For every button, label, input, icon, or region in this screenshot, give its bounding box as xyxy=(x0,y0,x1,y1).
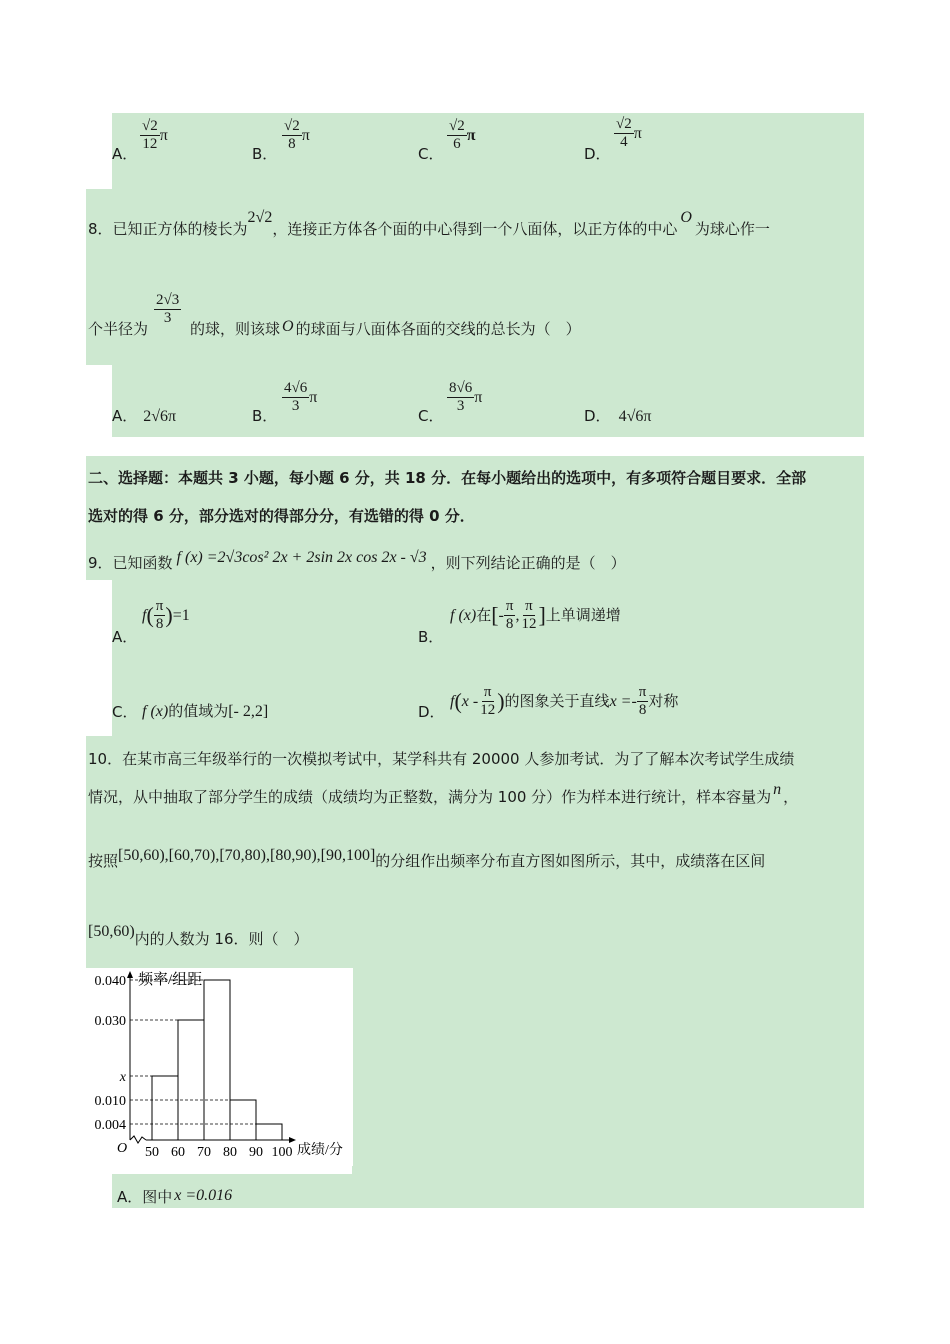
q7-option-d-value: $\frac{√2}{4}$ π xyxy=(616,116,642,150)
q7-option-d[interactable]: D． xyxy=(584,145,611,163)
x-tick-label: 70 xyxy=(197,1145,211,1160)
q8-option-b[interactable]: B． xyxy=(252,407,278,425)
q8-option-c-value: $\frac{8√6}{3}$ π xyxy=(449,380,483,414)
q9-option-d[interactable]: D． xyxy=(418,703,445,721)
q9-option-c-value: f (x)的值域为[- 2,2] xyxy=(142,702,269,720)
q10-line4: [50,60)内的人数为 16．则（ ） xyxy=(88,923,309,948)
q7-option-a[interactable]: A． xyxy=(112,145,138,163)
y-tick-label: 0.040 xyxy=(94,974,126,989)
q8-option-a[interactable]: A． 2√6π xyxy=(112,407,177,425)
q8-option-d[interactable]: D． 4√6π xyxy=(584,407,652,425)
highlight-bg xyxy=(352,966,864,1176)
q9-option-b-value: f (x)在[- $\frac{\pi}{8}$ , $\frac{\pi}{12}$ ]上单调递增 xyxy=(450,598,621,632)
y-axis-label: 频率/组距 xyxy=(138,972,203,988)
q7-option-a-value: $\frac{√2}{12}$ π xyxy=(142,118,168,152)
x-tick-label: 90 xyxy=(249,1145,263,1160)
q9-option-b[interactable]: B． xyxy=(418,628,444,646)
q7-option-b-value: $\frac{√2}{8}$ π xyxy=(284,118,310,152)
q9-stem: 9．已知函数 f (x) =2√3cos² 2x + 2sin 2x cos 2x - √3 ，则下列结论正确的是（ ） xyxy=(88,549,626,572)
y-tick-label: 0.030 xyxy=(94,1014,126,1029)
origin-label: O xyxy=(117,1141,128,1156)
q9-option-c[interactable]: C． xyxy=(112,703,138,721)
q8-line2: 个半径为 xyxy=(88,320,149,338)
q9-option-a-value: f( $\frac{\pi}{8}$ )=1 xyxy=(142,598,190,632)
q10-line2: 情况，从中抽取了部分学生的成绩（成绩均为正整数，满分为 100 分）作为样本进行统计，样本容量为 n ， xyxy=(88,781,799,806)
q8-radius: $\frac{2√3}{3}$ xyxy=(156,292,180,326)
q10-line3: 按照[50,60),[60,70),[70,80),[80,90),[90,100]的分组作出频率分布直方图如图所示，其中，成绩落在区间 xyxy=(88,847,766,870)
q8-option-b-value: $\frac{4√6}{3}$ π xyxy=(284,380,318,414)
x-tick-label: 80 xyxy=(223,1145,237,1160)
section-2-heading: 二、选择题：本题共 3 小题，每小题 6 分，共 18 分．在每小题给出的选项中，有多项符合题目要求．全部 xyxy=(88,469,807,487)
y-tick-label: 0.010 xyxy=(94,1094,126,1109)
highlight-bg xyxy=(112,113,864,191)
x-tick-label: 50 xyxy=(145,1145,159,1160)
q10-line1: 10．在某市高三年级举行的一次模拟考试中，某学科共有 20000 人参加考试．为了了解本次考试学生成绩 xyxy=(88,750,795,768)
section-2-heading-line2: 选对的得 6 分，部分选对的得部分分，有选错的得 0 分． xyxy=(88,507,475,525)
q7-option-b[interactable]: B． xyxy=(252,145,278,163)
x-tick-label: 100 xyxy=(271,1145,293,1160)
q10-option-a[interactable]: A．图中 x =0.016 xyxy=(117,1187,233,1206)
q8-option-c[interactable]: C． xyxy=(418,407,444,425)
q9-option-a[interactable]: A． xyxy=(112,628,138,646)
y-tick-label: 0.004 xyxy=(94,1118,126,1133)
y-tick-label: x xyxy=(119,1070,126,1085)
q9-option-d-value: f(x - $\frac{\pi}{12}$ )的图象关于直线x =- $\frac{\pi}{8}$ 对称 xyxy=(450,684,679,718)
q8-line1: 8．已知正方体的棱长为2√2，连接正方体各个面的中心得到一个八面体，以正方体的中心O为球心作一 xyxy=(88,209,770,238)
x-tick-label: 60 xyxy=(171,1145,185,1160)
q8-line2-rest: 的球，则该球 O 的球面与八面体各面的交线的总长为（ ） xyxy=(190,318,581,338)
highlight-bg xyxy=(112,363,864,437)
q7-option-c[interactable]: C． xyxy=(418,145,444,163)
q7-option-c-value: $\frac{√2}{6}$ π xyxy=(449,118,476,152)
frequency-histogram xyxy=(85,968,353,1166)
x-axis-label: 成绩/分 xyxy=(297,1143,343,1158)
